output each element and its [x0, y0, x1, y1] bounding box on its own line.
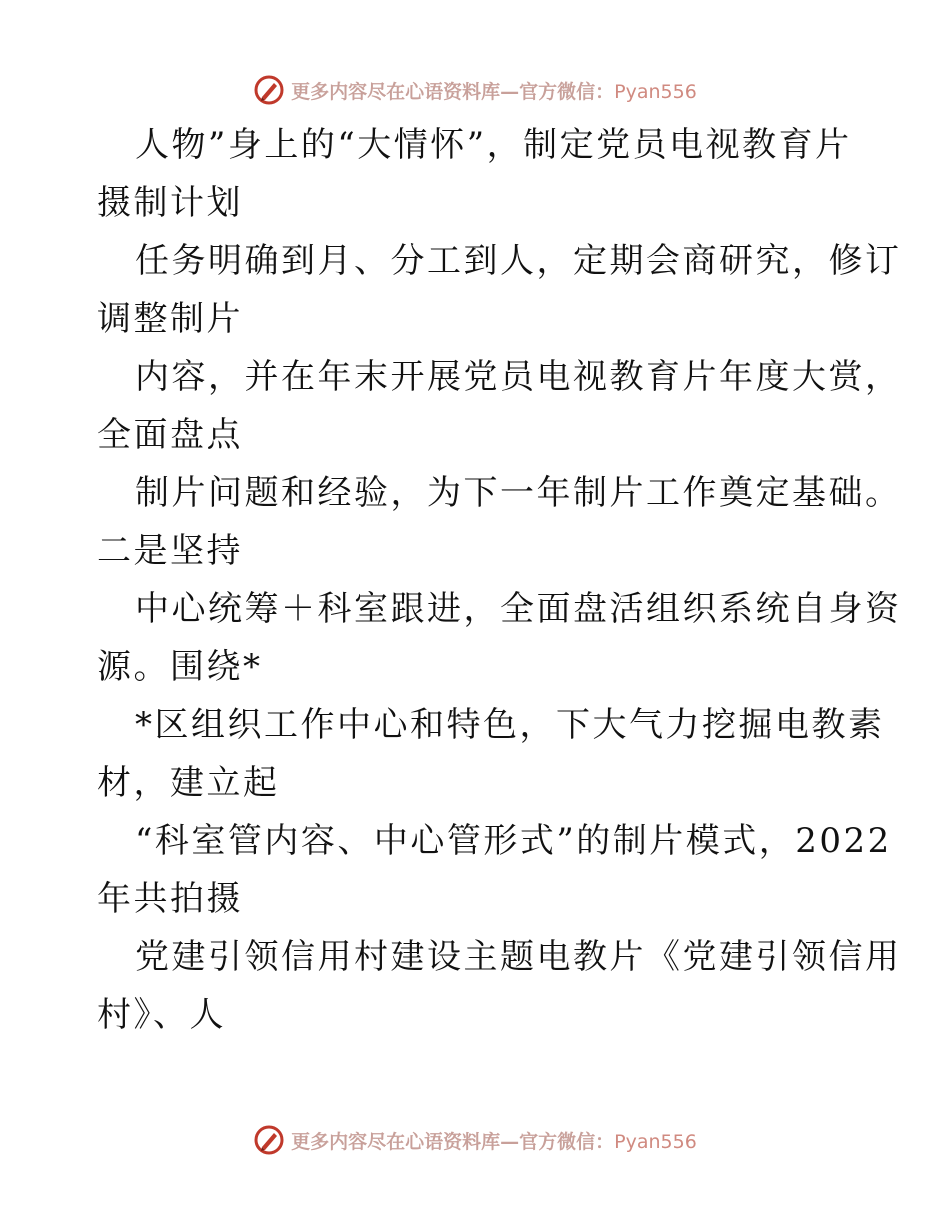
document-body [97, 116, 902, 1044]
text-line: 人物”身上的“大情怀”，制定党员电视教育片 [135, 125, 852, 165]
text-line: 二是坚持 [97, 531, 243, 571]
text-line: 材，建立起 [97, 763, 280, 803]
text-line: 摄制计划 [97, 183, 243, 223]
watermark-text: 更多内容尽在心语资料库—官方微信：Pyan556 [291, 1130, 697, 1153]
watermark-text: 更多内容尽在心语资料库—官方微信：Pyan556 [291, 80, 697, 103]
text-line: 年共拍摄 [97, 879, 243, 919]
text-line: 源。围绕* [97, 647, 263, 687]
text-line: 党建引领信用村建设主题电教片《党建引领信用 [135, 937, 902, 977]
text-line: 全面盘点 [97, 415, 243, 455]
text-line: “科室管内容、中心管形式”的制片模式，2022 [135, 821, 892, 861]
red-seal-pen-icon [253, 1124, 285, 1156]
text-line: 中心统筹＋科室跟进，全面盘活组织系统自身资 [135, 589, 902, 629]
red-seal-pen-icon [253, 74, 285, 106]
text-line: 村》、人 [97, 995, 226, 1035]
text-line: 调整制片 [97, 299, 243, 339]
header-watermark [0, 72, 950, 108]
text-line: *区组织工作中心和特色，下大气力挖掘电教素 [135, 705, 885, 745]
text-line: 内容，并在年末开展党员电视教育片年度大赏， [135, 357, 902, 397]
footer-watermark [0, 1122, 950, 1158]
text-line: 任务明确到月、分工到人，定期会商研究，修订 [135, 241, 902, 281]
text-line: 制片问题和经验，为下一年制片工作奠定基础。 [135, 473, 902, 513]
